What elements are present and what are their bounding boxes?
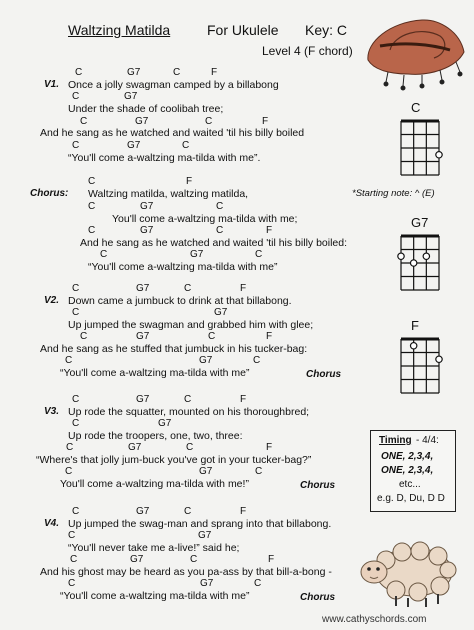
chord-symbol: C — [184, 283, 192, 294]
chord-symbol: G7 — [140, 201, 154, 212]
chord-symbol: G7 — [128, 442, 142, 453]
chord-symbol: C — [184, 394, 192, 405]
chord-symbol: C — [72, 140, 80, 151]
chord-symbol: F — [262, 116, 269, 127]
lyric-line: “You'll come a-waltzing ma-tilda with me” — [88, 261, 278, 273]
chord-symbol: C — [254, 578, 262, 589]
lyric-line: Up jumped the swagman and grabbed him with glee; — [68, 319, 314, 331]
chord-symbol: C — [72, 394, 80, 405]
chord-diagram-name: F — [411, 318, 419, 333]
starting-note: *Starting note: ^ (E) — [352, 188, 435, 199]
verse-label: Chorus: — [30, 188, 69, 199]
chord-symbol: C — [72, 418, 80, 429]
chord-symbol: G7 — [127, 67, 141, 78]
chord-symbol: F — [186, 176, 193, 187]
chord-symbol: G7 — [124, 91, 138, 102]
lyric-line: And he sang as he watched and waited 'til his billy boiled — [40, 127, 305, 139]
chord-symbol: G7 — [140, 225, 154, 236]
lyric-line: You'll come a-waltzing ma-tilda with me; — [112, 213, 298, 225]
chord-symbol: C — [255, 466, 263, 477]
chorus-marker: Chorus — [300, 480, 335, 491]
chord-symbol: C — [186, 442, 194, 453]
chord-symbol: F — [240, 283, 247, 294]
chord-symbol: F — [266, 442, 273, 453]
chord-symbol: C — [205, 116, 213, 127]
lyric-line: “Where's that jolly jum-buck you've got in your tucker-bag?” — [36, 454, 312, 466]
timing-signature: - 4/4: — [416, 435, 439, 446]
chord-symbol: C — [70, 554, 78, 565]
timing-line-3: etc... — [399, 479, 421, 490]
chord-symbol: F — [240, 506, 247, 517]
lyric-line: “You'll come a-waltzing ma-tilda with me” — [60, 367, 250, 379]
chord-symbol: F — [266, 225, 273, 236]
chord-symbol: C — [75, 67, 83, 78]
chord-symbol: G7 — [136, 331, 150, 342]
instrument-label: For Ukulele — [207, 22, 279, 38]
chord-symbol: C — [72, 506, 80, 517]
chord-symbol: G7 — [198, 530, 212, 541]
lyric-line: Waltzing matilda, waltzing matilda, — [88, 188, 249, 200]
chord-diagram-grid — [397, 336, 445, 396]
footer-url[interactable]: www.cathyschords.com — [322, 614, 427, 625]
chord-symbol: G7 — [136, 394, 150, 405]
timing-line-4: e.g. D, Du, D D — [377, 493, 445, 504]
lyric-line: “You'll come a-waltzing ma-tilda with me”. — [68, 152, 261, 164]
chord-symbol: C — [72, 283, 80, 294]
chorus-marker: Chorus — [306, 369, 341, 380]
chord-symbol: C — [80, 116, 88, 127]
chord-symbol: C — [88, 201, 96, 212]
chord-symbol: C — [190, 554, 198, 565]
lyric-line: And he sang as he stuffed that jumbuck in his tucker-bag: — [40, 343, 308, 355]
lyric-line: Up rode the troopers, one, two, three: — [68, 430, 243, 442]
chord-symbol: C — [72, 307, 80, 318]
chord-diagram-name: C — [411, 100, 421, 115]
chord-diagram-grid — [397, 233, 445, 293]
verse-label: V2. — [44, 295, 60, 306]
chord-symbol: G7 — [190, 249, 204, 260]
chord-symbol: G7 — [136, 283, 150, 294]
chord-symbol: C — [208, 331, 216, 342]
lyric-line: Up rode the squatter, mounted on his thoroughbred; — [68, 406, 310, 418]
key-label: Key: C — [305, 22, 348, 38]
hat-illustration — [360, 12, 472, 104]
timing-line-1: ONE, 2,3,4, — [381, 451, 434, 462]
chord-symbol: F — [211, 67, 218, 78]
timing-box — [370, 430, 456, 512]
song-title: Waltzing Matilda — [68, 22, 171, 38]
chord-symbol: C — [88, 176, 96, 187]
lyric-line: Down came a jumbuck to drink at that billabong. — [68, 295, 292, 307]
chord-symbol: F — [266, 331, 273, 342]
lyric-line: “You'll never take me a-live!” said he; — [68, 542, 240, 554]
chord-symbol: G7 — [158, 418, 172, 429]
chord-symbol: C — [65, 355, 73, 366]
verse-label: V1. — [44, 79, 60, 90]
chord-symbol: C — [253, 355, 261, 366]
chord-symbol: C — [184, 506, 192, 517]
lyric-line: You'll come a-waltzing ma-tilda with me!” — [60, 478, 249, 490]
chord-symbol: G7 — [130, 554, 144, 565]
chord-symbol: G7 — [136, 506, 150, 517]
chord-symbol: C — [66, 442, 74, 453]
verse-label: V4. — [44, 518, 60, 529]
timing-title: Timing — [379, 435, 412, 446]
lyric-line: “You'll come a-waltzing ma-tilda with me” — [60, 590, 250, 602]
level-label: Level 4 (F chord) — [262, 44, 353, 58]
chord-symbol: C — [182, 140, 190, 151]
chord-symbol: G7 — [127, 140, 141, 151]
chord-symbol: C — [80, 331, 88, 342]
chord-symbol: C — [216, 201, 224, 212]
chord-diagram-name: G7 — [411, 215, 429, 230]
chord-symbol: G7 — [200, 578, 214, 589]
chord-symbol: F — [268, 554, 275, 565]
chord-symbol: F — [240, 394, 247, 405]
chorus-marker: Chorus — [300, 592, 335, 603]
chord-symbol: G7 — [214, 307, 228, 318]
lyric-line: Once a jolly swagman camped by a billabong — [68, 79, 279, 91]
timing-line-2: ONE, 2,3,4, — [381, 465, 434, 476]
chord-symbol: C — [255, 249, 263, 260]
chord-symbol: C — [216, 225, 224, 236]
chord-diagram-grid — [397, 118, 445, 178]
lyric-line: And his ghost may be heard as you pa-ass by that bill-a-bong - — [40, 566, 332, 578]
chord-symbol: C — [68, 578, 76, 589]
chord-symbol: C — [72, 91, 80, 102]
chord-symbol: C — [173, 67, 181, 78]
lyric-line: Under the shade of coolibah tree; — [68, 103, 224, 115]
verse-label: V3. — [44, 406, 60, 417]
chord-symbol: C — [88, 225, 96, 236]
chord-symbol: C — [68, 530, 76, 541]
lyric-line: And he sang as he watched and waited 'til his billy boiled: — [80, 237, 348, 249]
chord-symbol: C — [100, 249, 108, 260]
chord-symbol: C — [65, 466, 73, 477]
chord-symbol: G7 — [135, 116, 149, 127]
sheep-illustration — [352, 540, 462, 610]
chord-symbol: G7 — [199, 355, 213, 366]
lyric-line: Up jumped the swag-man and sprang into that billabong. — [68, 518, 332, 530]
chord-symbol: G7 — [199, 466, 213, 477]
